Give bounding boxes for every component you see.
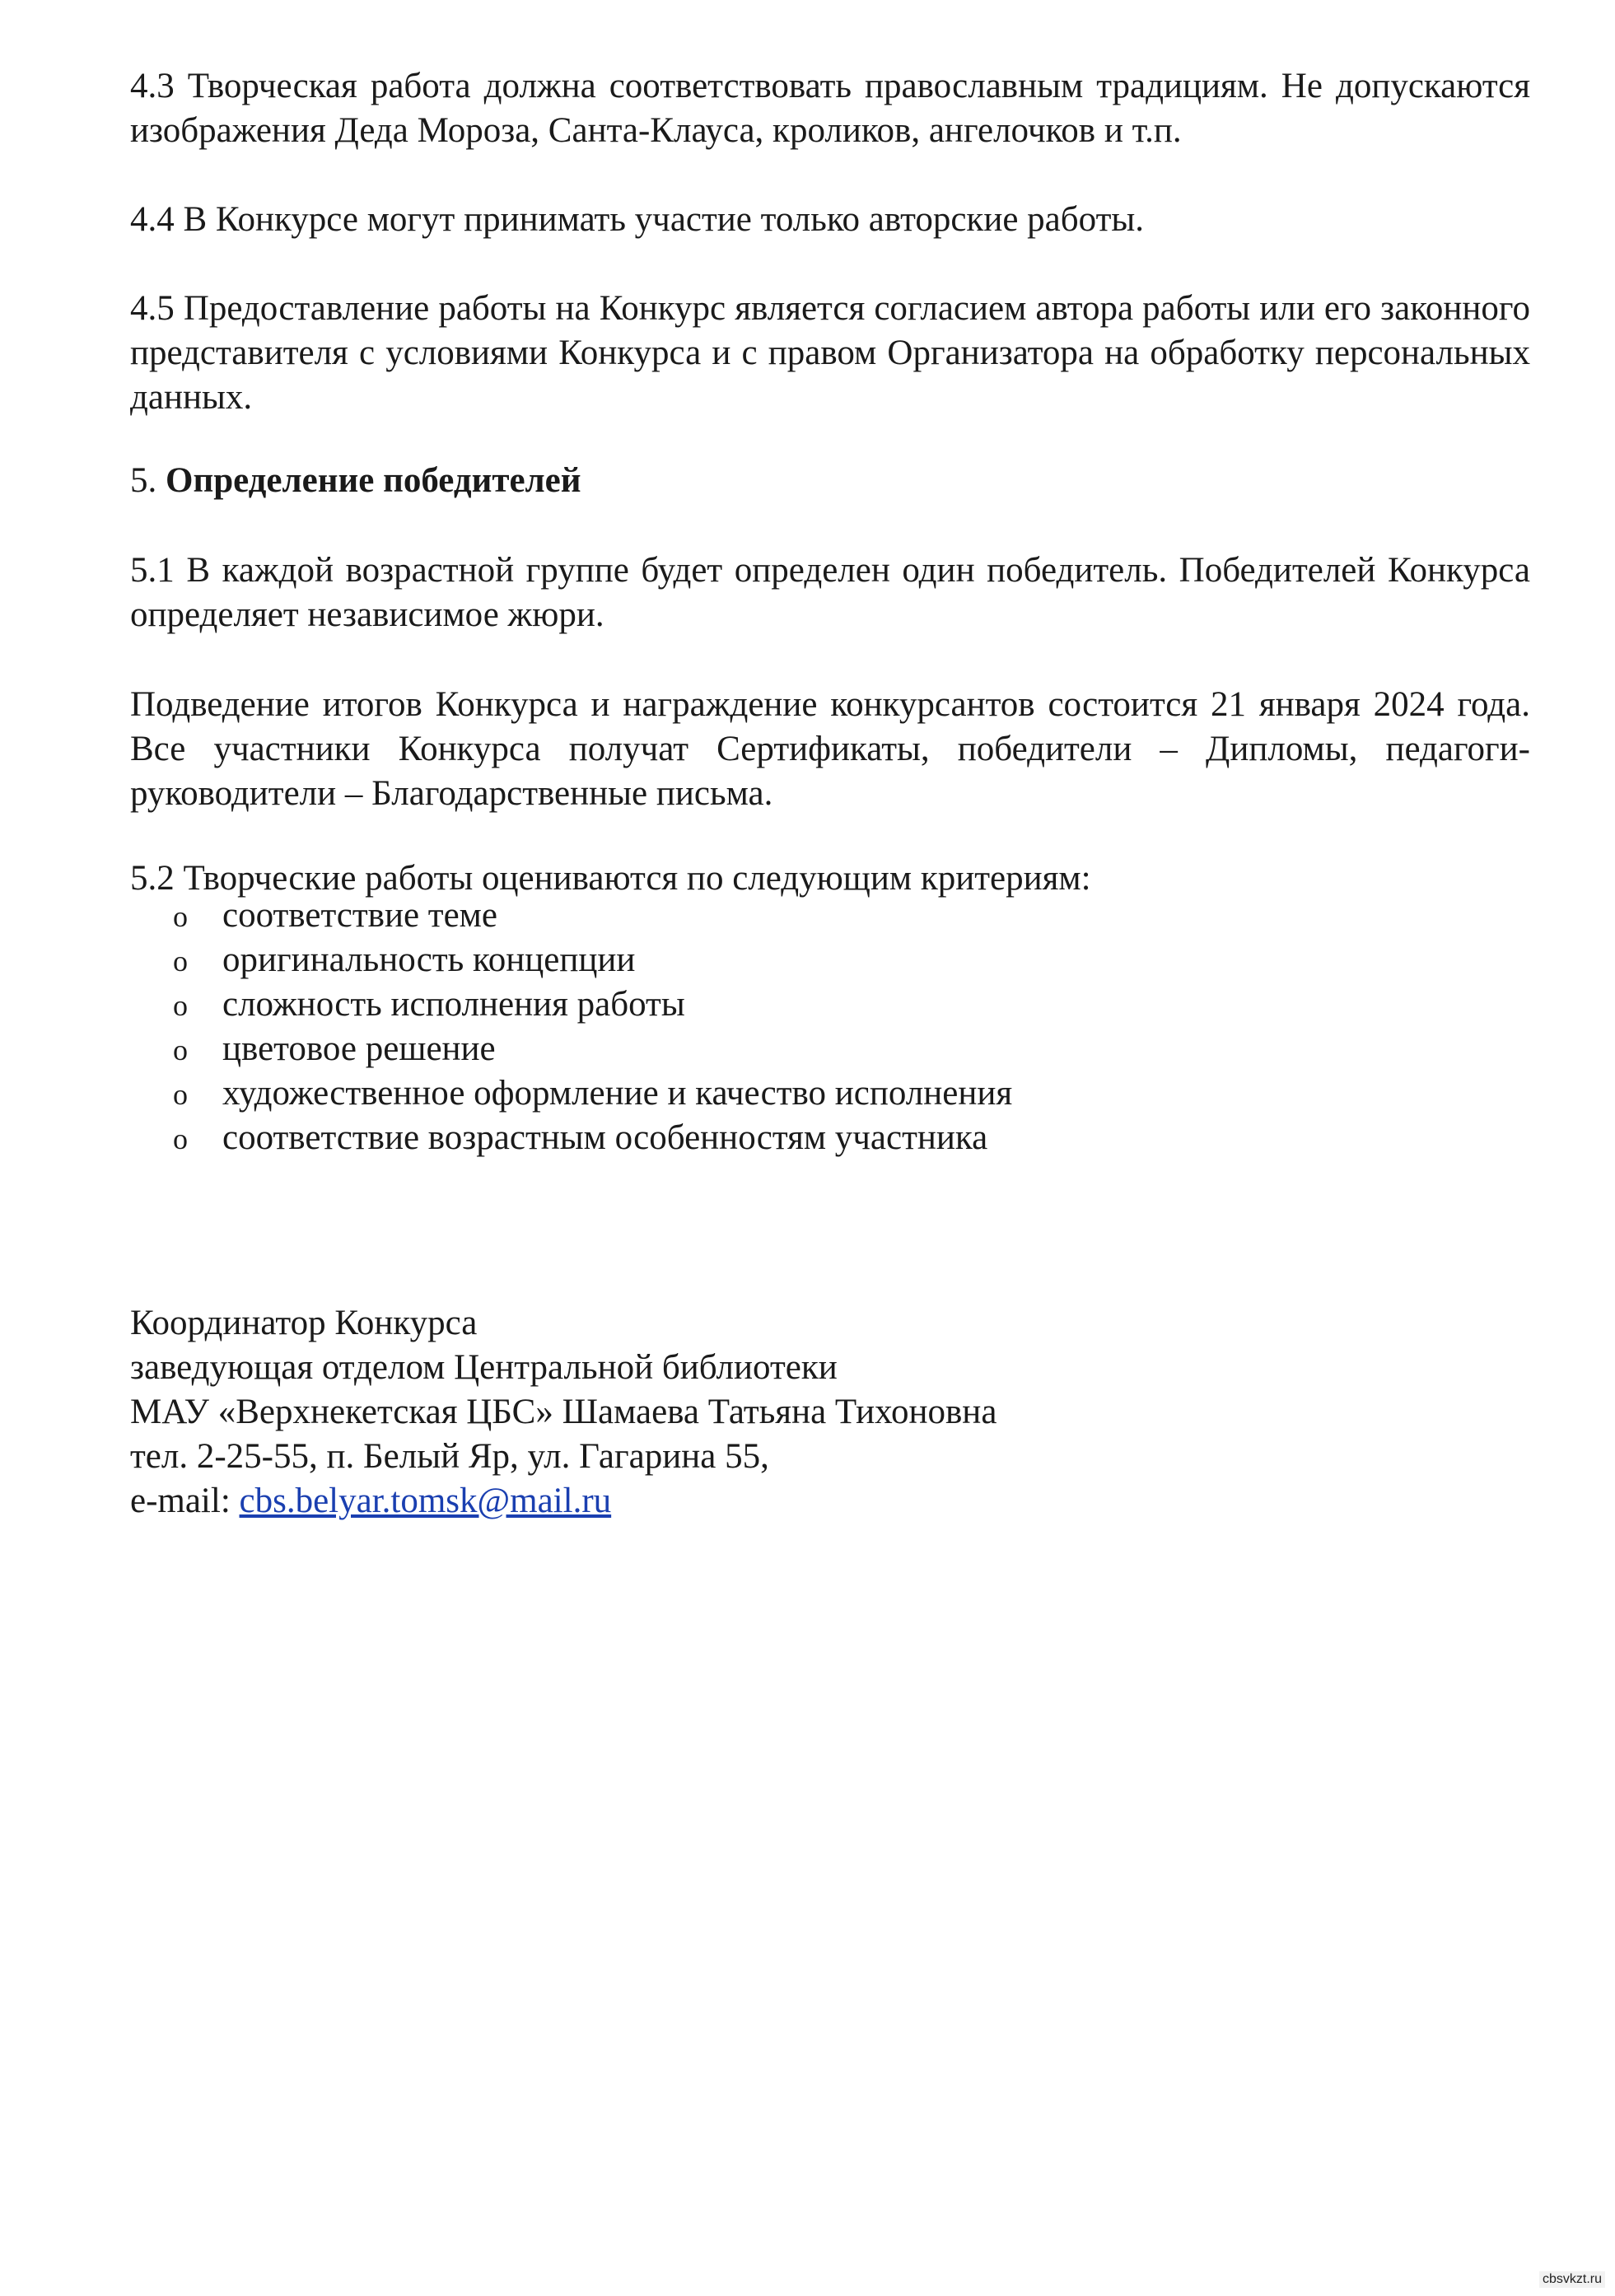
list-item	[173, 1116, 1012, 1160]
criteria-item-label: оригинальность концепции	[222, 940, 636, 979]
section-5-heading	[130, 459, 1530, 503]
paragraph-5-2: 5.2 Творческие работы оцениваются по следующим критериям:	[130, 859, 1091, 898]
email-label: e-mail:	[130, 1482, 231, 1520]
contact-position: заведующая отделом Центральной библиотеки	[130, 1348, 838, 1387]
bullet-circle-icon: o	[173, 1122, 188, 1155]
paragraph-4-3: 4.3 Творческая работа должна соответствовать православным традициям. Не допускаются изображения Деда Мороза, Санта-Клауса, кроликов, ангелочков и т.п.	[130, 67, 1530, 150]
section-5-number: 5.	[130, 461, 157, 500]
criteria-item-label: цветовое решение	[222, 1029, 496, 1068]
paragraph-4-5: 4.5 Предоставление работы на Конкурс является согласием автора работы или его законного представителя с условиями Конкурса и с правом Организатора на обработку персональных данных.	[130, 289, 1530, 417]
paragraph-results: Подведение итогов Конкурса и награждение конкурсантов состоится 21 января 2024 года. Все участники Конкурса получат Сертификаты, победители – Дипломы, педагоги-руководители – Благодарственные письма.	[130, 685, 1530, 813]
contact-block	[130, 1301, 1530, 1524]
list-item	[173, 1027, 1012, 1071]
site-watermark: cbsvkzt.ru	[1539, 2271, 1605, 2288]
bullet-circle-icon: o	[173, 989, 188, 1022]
contact-email-line	[130, 1479, 1530, 1524]
contact-role: Координатор Конкурса	[130, 1304, 478, 1342]
bullet-circle-icon: o	[173, 1078, 188, 1111]
bullet-circle-icon: o	[173, 1034, 188, 1066]
criteria-item-label: соответствие возрастным особенностям участника	[222, 1118, 988, 1157]
list-item	[173, 1071, 1012, 1116]
list-item	[173, 894, 1012, 938]
paragraph-5-1: 5.1 В каждой возрастной группе будет определен один победитель. Победителей Конкурса определяет независимое жюри.	[130, 551, 1530, 634]
criteria-item-label: художественное оформление и качество исполнения	[222, 1074, 1013, 1113]
section-5-title: Определение победителей	[166, 461, 581, 500]
bullet-circle-icon: o	[173, 945, 188, 978]
bullet-circle-icon: o	[173, 900, 188, 933]
email-link[interactable]: cbs.belyar.tomsk@mail.ru	[239, 1482, 612, 1520]
list-item	[173, 982, 1012, 1027]
criteria-item-label: соответствие теме	[222, 896, 497, 935]
list-item	[173, 938, 1012, 982]
criteria-item-label: сложность исполнения работы	[222, 985, 685, 1024]
contact-organization: МАУ «Верхнекетская ЦБС» Шамаева Татьяна Тихоновна	[130, 1393, 997, 1431]
paragraph-4-4: 4.4 В Конкурсе могут принимать участие только авторские работы.	[130, 200, 1145, 239]
contact-phone-address: тел. 2-25-55, п. Белый Яр, ул. Гагарина 55,	[130, 1437, 769, 1476]
criteria-list	[173, 894, 1012, 1160]
